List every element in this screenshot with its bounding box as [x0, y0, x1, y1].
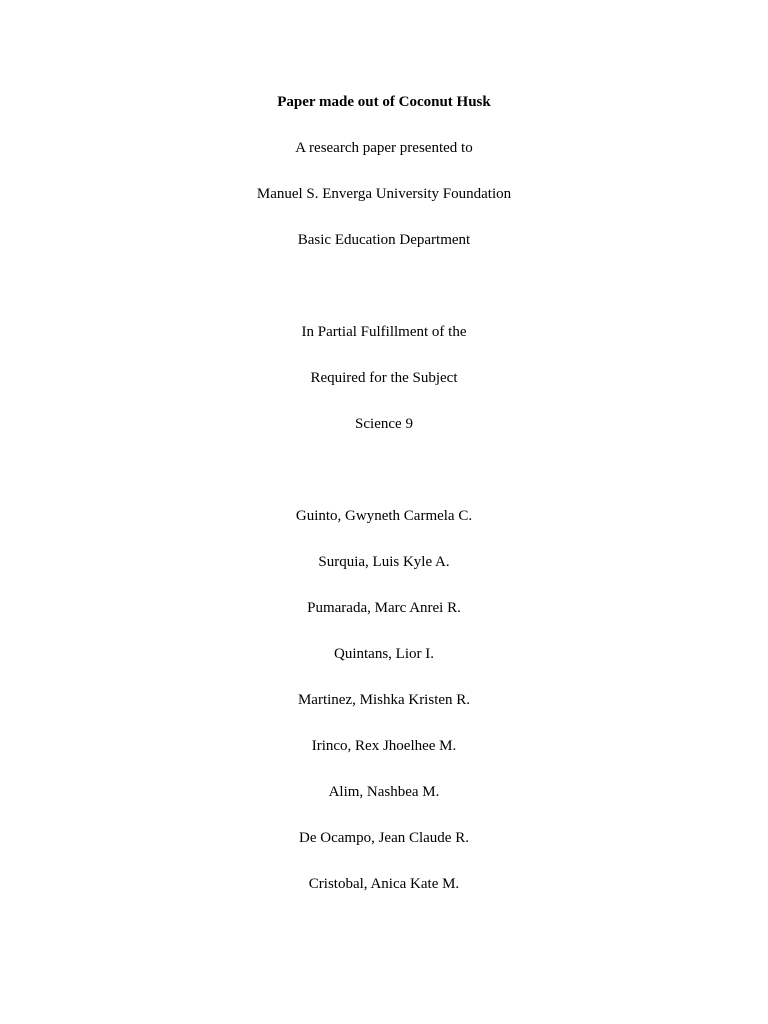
presented-to-line: A research paper presented to [295, 140, 473, 156]
author-name: Pumarada, Marc Anrei R. [307, 600, 461, 616]
author-name: Cristobal, Anica Kate M. [308, 876, 460, 892]
author-name: Martinez, Mishka Kristen R. [297, 692, 471, 708]
department-name: Basic Education Department [297, 232, 471, 248]
author-name: Irinco, Rex Jhoelhee M. [311, 738, 457, 754]
author-name: Surquia, Luis Kyle A. [318, 554, 450, 570]
requirement-line: Required for the Subject [310, 370, 458, 386]
author-name: Quintans, Lior I. [334, 646, 434, 662]
author-name: Guinto, Gwyneth Carmela C. [295, 508, 473, 524]
institution-name: Manuel S. Enverga University Foundation [256, 186, 512, 202]
subject-name: Science 9 [355, 416, 413, 432]
paper-title: Paper made out of Coconut Husk [277, 94, 491, 110]
fulfillment-line: In Partial Fulfillment of the [301, 324, 467, 340]
author-name: De Ocampo, Jean Claude R. [299, 830, 469, 846]
author-name: Alim, Nashbea M. [328, 784, 440, 800]
